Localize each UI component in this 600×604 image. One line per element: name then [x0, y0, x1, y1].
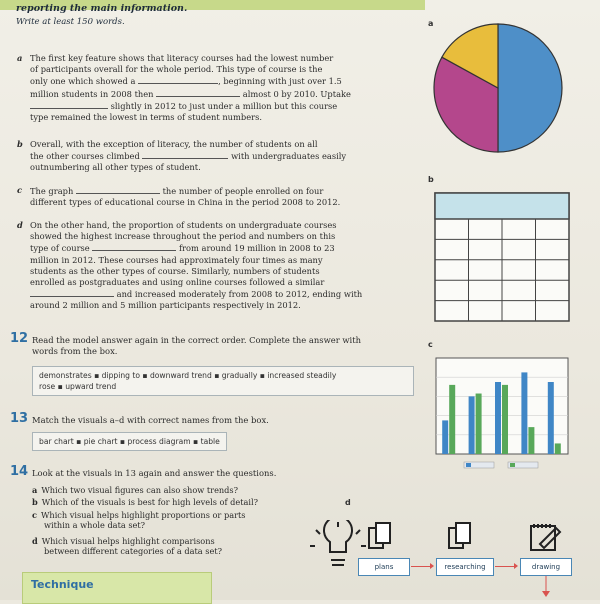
text-line: million in 2012. These courses had approximately four times as many	[30, 254, 323, 265]
text-line: outnumbering all other types of student.	[30, 162, 201, 173]
paragraph-a	[17, 53, 420, 123]
text-line: The graph the number of people enrolled on four	[30, 186, 324, 196]
answer-blank[interactable]	[92, 242, 176, 251]
text-line: around 2 million and 5 million participants respectively in 2012.	[30, 300, 301, 311]
paragraph-d	[17, 220, 420, 312]
paragraph-letter: a	[17, 53, 23, 63]
text-line: different types of educational course in China in the period 2008 to 2012.	[30, 197, 341, 208]
legend-swatch-2	[510, 463, 515, 467]
question-14-item: b Which of the visuals is best for high levels of detail?	[32, 497, 258, 507]
paragraph-letter: c	[17, 185, 23, 195]
sketchpad-icon	[528, 520, 564, 554]
process-step-researching: researching	[436, 558, 494, 576]
arrow-down-icon	[541, 576, 551, 598]
technique-label: Technique	[31, 578, 94, 591]
header-title: reporting the main information.	[16, 3, 188, 14]
lightbulb-icon	[308, 520, 368, 590]
answer-blank[interactable]	[76, 185, 160, 194]
visual-label-c: c	[428, 340, 433, 349]
header-instruction: Write at least 150 words.	[16, 17, 125, 27]
arrow-right-icon	[495, 566, 515, 567]
process-step-plans: plans	[358, 558, 410, 576]
visual-label-a: a	[428, 19, 434, 28]
bar-1-2	[469, 396, 475, 454]
legend-swatch-1	[466, 463, 471, 467]
text-line: students as the other types of course. Similarly, numbers of students	[30, 265, 320, 276]
text-line: type of course from around 19 million in 2008 to 23	[30, 243, 335, 254]
text-line: type remained the lowest in terms of student numbers.	[30, 112, 262, 123]
text-line: million students in 2008 then almost 0 by 2010. Uptake	[30, 88, 351, 99]
paragraph-c	[17, 185, 420, 208]
pie-slice-blue	[498, 24, 562, 152]
bar-2-1	[449, 385, 455, 454]
visual-label-b: b	[428, 175, 434, 184]
arrow-right-icon	[411, 566, 431, 567]
text-line: enrolled as postgraduates and using online courses followed a similar	[30, 277, 325, 288]
text-line: Overall, with the exception of literacy, the number of students on all	[30, 139, 318, 149]
pie-chart	[428, 18, 568, 158]
question-number: 13	[10, 411, 29, 426]
bar-2-5	[555, 443, 561, 454]
bar-1-5	[548, 382, 554, 454]
bar-1-4	[521, 372, 527, 454]
bar-chart	[430, 354, 572, 474]
bar-2-3	[502, 385, 508, 454]
question-14-item: d Which visual helps highlight comparisons between different categories of a data set?	[32, 536, 223, 556]
answer-blank[interactable]	[30, 288, 114, 297]
paragraph-b	[17, 139, 420, 174]
answer-blank[interactable]	[138, 75, 218, 84]
answer-blank[interactable]	[142, 150, 228, 159]
answer-blank[interactable]	[156, 88, 240, 97]
question-14-item: c Which visual helps highlight proportions or parts within a whole data set?	[32, 510, 246, 530]
text-line: only one which showed a , beginning with just over 1.5	[30, 76, 342, 87]
clipboard-icon	[446, 520, 476, 554]
text-line: On the other hand, the proportion of students on undergraduate courses	[30, 220, 337, 230]
text-line: of participants overall for the whole period. This type of course is the	[30, 64, 323, 75]
bar-2-2	[476, 394, 482, 454]
text-line: the other courses climbed with undergraduates easily	[30, 151, 347, 162]
visual-label-d: d	[345, 498, 351, 507]
process-step-drawing: drawing	[520, 558, 572, 576]
answer-blank[interactable]	[30, 100, 108, 109]
technique-box	[22, 572, 212, 604]
question-number: 12	[10, 331, 29, 346]
question-14-text: Look at the visuals in 13 again and answer the questions.	[32, 468, 277, 478]
paragraph-letter: b	[17, 139, 23, 149]
bar-1-1	[442, 420, 448, 454]
table-visual	[434, 192, 570, 322]
bar-1-3	[495, 382, 501, 454]
word-box-12: demonstrates ▪ dipping to ▪ downward trend ▪ gradually ▪ increased steadily rose ▪ upward trend	[32, 366, 414, 396]
table-header	[435, 193, 569, 219]
text-line: slightly in 2012 to just under a million but this course	[30, 100, 420, 112]
text-line: The first key feature shows that literacy courses had the lowest number	[30, 53, 334, 63]
question-12-text: Read the model answer again in the correct order. Complete the answer with words from the box.	[32, 335, 361, 356]
question-14-item: a Which two visual figures can also show trends?	[32, 485, 239, 495]
text-line: and increased moderately from 2008 to 2012, ending with	[30, 288, 420, 300]
text-line: showed the highest increase throughout the period and numbers on this	[30, 231, 336, 242]
paragraph-letter: d	[17, 220, 23, 230]
word-box-13: bar chart ▪ pie chart ▪ process diagram ▪ table	[32, 432, 227, 451]
document-icon	[366, 520, 396, 554]
bar-2-4	[528, 427, 534, 454]
question-13-text: Match the visuals a–d with correct names from the box.	[32, 415, 269, 425]
question-number: 14	[10, 464, 29, 479]
